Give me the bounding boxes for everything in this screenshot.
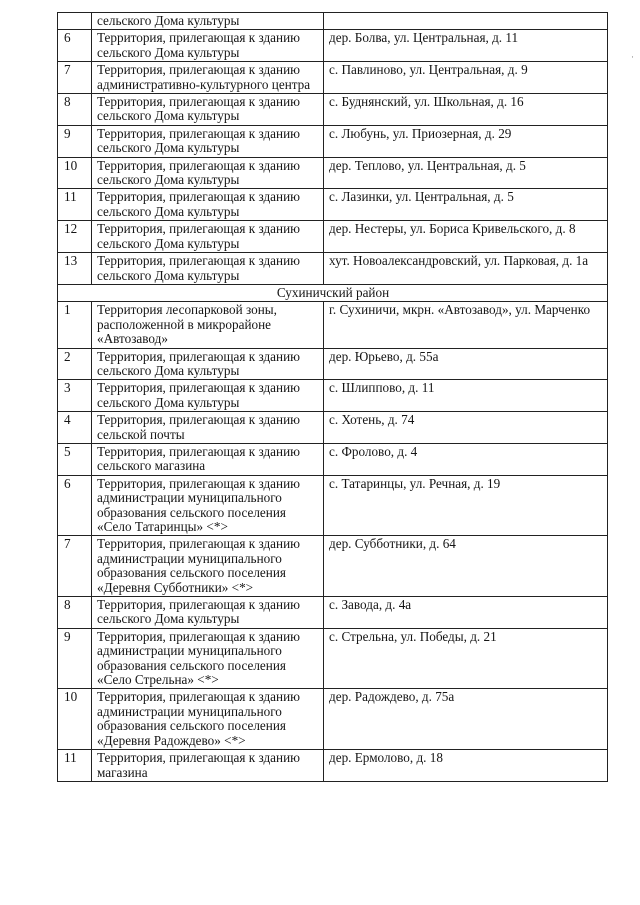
- table-row: [58, 13, 608, 30]
- row-description: Территория, прилегающая к зданию сельского Дома культуры: [92, 380, 324, 412]
- row-address: с. Стрельна, ул. Победы, д. 21: [324, 628, 608, 689]
- row-number: 1: [58, 302, 92, 348]
- table-row: [58, 302, 608, 348]
- row-description: Территория, прилегающая к зданию сельского Дома культуры: [92, 94, 324, 126]
- row-number: 6: [58, 30, 92, 62]
- row-description: Территория, прилегающая к зданию сельского магазина: [92, 443, 324, 475]
- row-address: с. Хотень, д. 74: [324, 412, 608, 444]
- row-number: 10: [58, 689, 92, 750]
- row-number: 13: [58, 253, 92, 285]
- row-number: 9: [58, 125, 92, 157]
- row-address: дер. Болва, ул. Центральная, д. 11: [324, 30, 608, 62]
- row-description: Территория, прилегающая к зданию сельского Дома культуры: [92, 189, 324, 221]
- row-description: Территория, прилегающая к зданию сельского Дома культуры: [92, 157, 324, 189]
- territories-table: [57, 12, 608, 782]
- row-address: с. Фролово, д. 4: [324, 443, 608, 475]
- row-address: с. Любунь, ул. Приозерная, д. 29: [324, 125, 608, 157]
- row-description: Территория, прилегающая к зданию сельского Дома культуры: [92, 30, 324, 62]
- row-address: с. Буднянский, ул. Школьная, д. 16: [324, 94, 608, 126]
- row-number: 12: [58, 221, 92, 253]
- table-row: [58, 689, 608, 750]
- row-number: [58, 13, 92, 30]
- row-description: Территория, прилегающая к зданию сельского Дома культуры: [92, 253, 324, 285]
- row-description: Территория, прилегающая к зданию администрации муниципального образования сельского поселения «Деревня Субботники» <*>: [92, 536, 324, 597]
- table-row: [58, 221, 608, 253]
- row-number: 11: [58, 189, 92, 221]
- row-description: Территория, прилегающая к зданию сельского Дома культуры: [92, 348, 324, 380]
- table-row: [58, 475, 608, 536]
- row-description: Территория лесопарковой зоны, расположенной в микрорайоне «Автозавод»: [92, 302, 324, 348]
- row-description: Территория, прилегающая к зданию сельской почты: [92, 412, 324, 444]
- row-address: дер. Юрьево, д. 55а: [324, 348, 608, 380]
- row-number: 5: [58, 443, 92, 475]
- row-description: Территория, прилегающая к зданию административно-культурного центра: [92, 62, 324, 94]
- row-address: с. Лазинки, ул. Центральная, д. 5: [324, 189, 608, 221]
- row-number: 2: [58, 348, 92, 380]
- row-description: Территория, прилегающая к зданию сельского Дома культуры: [92, 221, 324, 253]
- row-address: дер. Радождево, д. 75а: [324, 689, 608, 750]
- table-row: [58, 443, 608, 475]
- row-description: Территория, прилегающая к зданию администрации муниципального образования сельского поселения «Село Стрельна» <*>: [92, 628, 324, 689]
- section-title: Сухиничский район: [58, 284, 608, 301]
- row-address: [324, 13, 608, 30]
- table-row: [58, 125, 608, 157]
- row-address: с. Павлиново, ул. Центральная, д. 9: [324, 62, 608, 94]
- row-address: дер. Теплово, ул. Центральная, д. 5: [324, 157, 608, 189]
- row-description: Территория, прилегающая к зданию сельского Дома культуры: [92, 125, 324, 157]
- table-row: [58, 597, 608, 629]
- table-body: [58, 13, 608, 782]
- row-number: 4: [58, 412, 92, 444]
- table-row: [58, 348, 608, 380]
- row-number: 7: [58, 536, 92, 597]
- row-number: 6: [58, 475, 92, 536]
- row-address: с. Шлиппово, д. 11: [324, 380, 608, 412]
- row-address: дер. Ермолово, д. 18: [324, 750, 608, 782]
- row-address: дер. Субботники, д. 64: [324, 536, 608, 597]
- row-number: 11: [58, 750, 92, 782]
- row-address: с. Татаринцы, ул. Речная, д. 19: [324, 475, 608, 536]
- row-description: сельского Дома культуры: [92, 13, 324, 30]
- table-row: [58, 30, 608, 62]
- row-number: 7: [58, 62, 92, 94]
- row-number: 10: [58, 157, 92, 189]
- table-row: [58, 536, 608, 597]
- row-description: Территория, прилегающая к зданию магазина: [92, 750, 324, 782]
- section-row: [58, 284, 608, 301]
- row-address: г. Сухиничи, мкрн. «Автозавод», ул. Марченко: [324, 302, 608, 348]
- row-number: 8: [58, 597, 92, 629]
- table-row: [58, 94, 608, 126]
- row-description: Территория, прилегающая к зданию сельского Дома культуры: [92, 597, 324, 629]
- row-number: 9: [58, 628, 92, 689]
- row-address: с. Завода, д. 4а: [324, 597, 608, 629]
- row-number: 8: [58, 94, 92, 126]
- table-row: [58, 253, 608, 285]
- table-row: [58, 412, 608, 444]
- table-row: [58, 62, 608, 94]
- table-row: [58, 628, 608, 689]
- row-description: Территория, прилегающая к зданию администрации муниципального образования сельского поселения «Село Татаринцы» <*>: [92, 475, 324, 536]
- table-row: [58, 189, 608, 221]
- scan-margin-mark: ·: [631, 52, 634, 62]
- row-address: хут. Новоалександровский, ул. Парковая, д. 1а: [324, 253, 608, 285]
- table-row: [58, 380, 608, 412]
- table-row: [58, 750, 608, 782]
- row-number: 3: [58, 380, 92, 412]
- row-description: Территория, прилегающая к зданию администрации муниципального образования сельского поселения «Деревня Радождево» <*>: [92, 689, 324, 750]
- table-row: [58, 157, 608, 189]
- row-address: дер. Нестеры, ул. Бориса Кривельского, д. 8: [324, 221, 608, 253]
